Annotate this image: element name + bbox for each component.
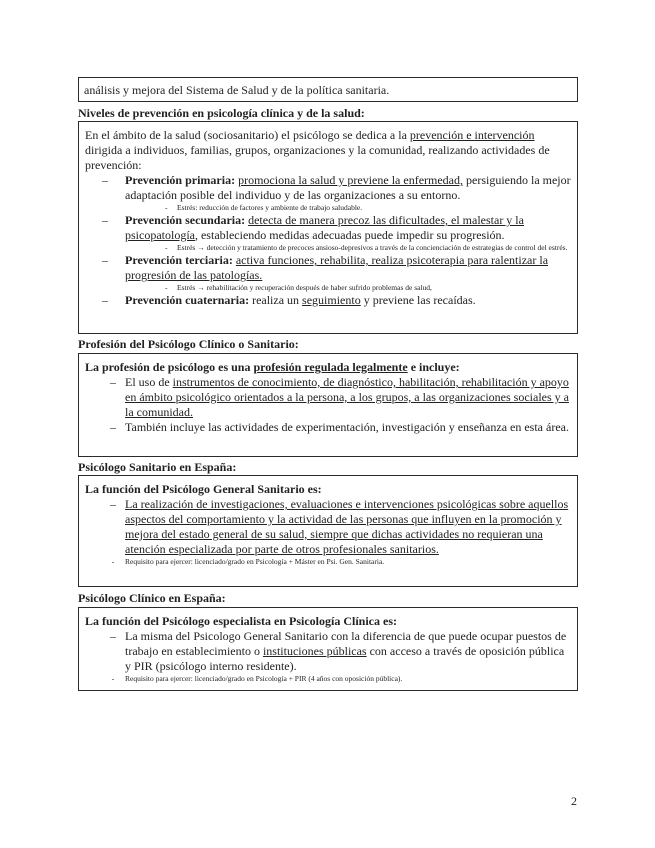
- top-box-text: análisis y mejora del Sistema de Salud y de la política sanitaria.: [84, 83, 390, 97]
- profesion-box: [78, 353, 578, 457]
- page-number: 2: [571, 794, 577, 808]
- bullet-dash: –: [110, 375, 116, 389]
- profesion-item-2: – También incluye las actividades de experimentación, investigación y enseñanza en esta área.: [85, 420, 571, 435]
- clinico-item-1: – La misma del Psicologo General Sanitario con la diferencia de que puede ocupar puestos de trabajo en establecimiento o instituciones públicas con acceso a través de oposición pública y PIR (psicólogo interno residente).: [85, 629, 571, 674]
- section-heading-clinico: Psicólogo Clínico en España:: [78, 591, 226, 605]
- section-heading-profesion: Profesión del Psicólogo Clínico o Sanitario:: [78, 337, 299, 351]
- sanitario-box: [78, 475, 578, 587]
- niveles-intro: En el ámbito de la salud (sociosanitario) el psicólogo se dedica a la prevención e intervención dirigida a individuos, familias, grupos, organizaciones y la comunidad, realizando actividades de prevención:: [85, 128, 550, 172]
- bullet-dash: –: [102, 293, 108, 307]
- nota-terciaria: - Estrés → rehabilitación y recuperación después de haber sufrido problemas de salud,: [165, 283, 432, 292]
- clinico-box: [78, 607, 578, 691]
- sanitario-item-1: – La realización de investigaciones, evaluaciones e intervenciones psicológicas sobre aquellos aspectos del comportamiento y la actividad de las personas que influyen en la promoción y mejora del estado general de su salud, siempre que dichas actividades no requieran una atención especializada por parte de otros profesionales sanitarios.: [85, 497, 571, 557]
- prevencion-cuaternaria: – Prevención cuaternaria: realiza un seguimiento y previene las recaídas.: [85, 293, 571, 308]
- section-heading-sanitario: Psicólogo Sanitario en España:: [78, 460, 237, 474]
- bullet-dash: –: [110, 629, 116, 643]
- prevencion-primaria: – Prevención primaria: promociona la salud y previene la enfermedad, persiguiendo la mejor adaptación posible del individuo y de las organizaciones a su entorno.: [85, 173, 571, 203]
- prevencion-terciaria: – Prevención terciaria: activa funciones, rehabilita, realiza psicoterapia para ralentizar la progresión de las patologías.: [85, 253, 571, 283]
- top-box: [78, 77, 578, 102]
- sanitario-title: La función del Psicólogo General Sanitario es:: [85, 482, 322, 496]
- clinico-requisito: - Requisito para ejercer: licenciado/grado en Psicología + PIR (4 años con oposición pública).: [111, 674, 403, 683]
- profesion-title: La profesión de psicólogo es una profesión regulada legalmente e incluye:: [85, 360, 460, 374]
- section-heading-niveles: Niveles de prevención en psicología clínica y de la salud:: [78, 106, 365, 120]
- clinico-title: La función del Psicólogo especialista en Psicología Clínica es:: [85, 614, 397, 628]
- bullet-dash: –: [110, 497, 116, 511]
- bullet-dash: –: [102, 213, 108, 227]
- bullet-dash: –: [110, 420, 116, 434]
- sanitario-requisito: - Requisito para ejercer: licenciado/grado en Psicología + Máster en Psi. Gen. Sanitaria.: [111, 557, 385, 566]
- prevencion-secundaria: – Prevención secundaria: detecta de manera precoz las dificultades, el malestar y la psicopatología, estableciendo medidas adecuadas puede impedir su progresión.: [85, 213, 571, 243]
- bullet-dash: –: [102, 173, 108, 187]
- profesion-item-1: – El uso de instrumentos de conocimiento, de diagnóstico, habilitación, rehabilitación y apoyo en ámbito psicológico orientados a la persona, a los grupos, a las organizaciones sociales y a la comunidad.: [85, 375, 571, 420]
- nota-secundaria: - Estrés → detección y tratamiento de precoces ansioso-depresivos a través de la concienciación de estrategias de control del estrés.: [165, 243, 568, 252]
- nota-primaria: - Estrés: reducción de factores y ambiente de trabajo saludable.: [165, 203, 363, 212]
- niveles-box: [78, 121, 578, 334]
- bullet-dash: –: [102, 253, 108, 267]
